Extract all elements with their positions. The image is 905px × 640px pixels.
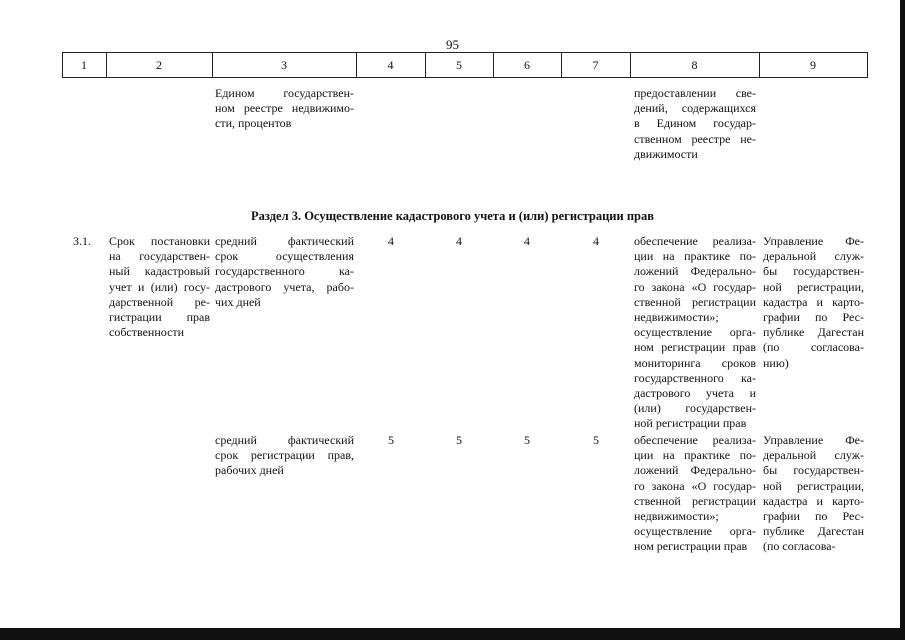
row1-value-col7: 4: [593, 234, 599, 248]
text-line: дарственной ре-: [109, 294, 210, 309]
text-line: ственном реестре не-: [634, 131, 756, 146]
section-title: Раздел 3. Осуществление кадастрового учета и (или) регистрации прав: [251, 209, 654, 223]
text-line: чих дней: [215, 294, 261, 309]
text-line: кадастра и карто-: [763, 493, 864, 508]
text-line: мониторинга сроков: [634, 355, 756, 370]
text-line: (по согласова-: [763, 539, 836, 554]
text-line: бы государствен-: [763, 463, 864, 478]
text-line: в Едином государ-: [634, 116, 756, 131]
text-line: учет и (или) госу-: [109, 279, 210, 294]
text-line: деральной служ-: [763, 448, 864, 463]
row1-value-col4: 4: [388, 234, 394, 248]
row-number: 3.1.: [73, 234, 91, 248]
text-line: сти, процентов: [215, 116, 292, 131]
row1-responsible: [763, 234, 864, 371]
text-line: ственной регистрации: [634, 294, 756, 309]
text-line: графии по Рес-: [763, 310, 864, 325]
text-line: движимости: [634, 146, 698, 161]
text-line: дастрового учета, рабо-: [215, 279, 354, 294]
text-line: обеспечение реализа-: [634, 433, 756, 447]
text-line: го закона «О государ-: [634, 478, 756, 493]
text-line: собственности: [109, 325, 185, 340]
scan-edge-right: [900, 0, 905, 640]
text-line: ном регистрации прав: [634, 539, 748, 554]
text-line: срок регистрации прав,: [215, 448, 354, 463]
text-line: ной регистрации прав: [634, 416, 747, 431]
text-line: графии по Рес-: [763, 509, 864, 524]
continued-row-indicator-text: [215, 86, 354, 132]
scan-edge-bottom: [0, 628, 905, 640]
header-col-1: 1: [81, 58, 87, 72]
text-line: обеспечение реализа-: [634, 234, 756, 248]
text-line: го закона «О государ-: [634, 279, 756, 294]
row1-indicator-name: [109, 234, 210, 340]
text-line: нию): [763, 355, 789, 370]
header-top-rule: [62, 52, 868, 53]
row1-value-col6: 4: [524, 234, 530, 248]
row1-measure-description: [215, 234, 354, 310]
text-line: Управление Фе-: [763, 433, 864, 447]
text-line: государственного ка-: [634, 370, 756, 385]
continued-row-measures-text: [634, 86, 756, 162]
row2-value-col4: 5: [388, 433, 394, 447]
text-line: Едином государствен-: [215, 86, 354, 100]
text-line: предоставлении све-: [634, 86, 756, 100]
text-line: ной регистрации,: [763, 478, 864, 493]
text-line: осуществление орга-: [634, 325, 756, 340]
text-line: ном регистрации прав: [634, 340, 756, 355]
header-col-3: 3: [281, 58, 287, 72]
text-line: Срок постановки: [109, 234, 210, 248]
header-divider: [867, 52, 868, 78]
text-line: государственного ка-: [215, 264, 354, 279]
text-line: (по согласова-: [763, 340, 864, 355]
text-line: гистрации прав: [109, 310, 210, 325]
text-line: ном реестре недвижимо-: [215, 101, 354, 116]
row2-value-col6: 5: [524, 433, 530, 447]
text-line: ции на практике по-: [634, 448, 756, 463]
text-line: дастрового учета и: [634, 386, 756, 401]
text-line: срок осуществления: [215, 249, 354, 264]
text-line: ложений Федерально-: [634, 463, 756, 478]
text-line: ной регистрации,: [763, 279, 864, 294]
row2-measure-description: [215, 433, 354, 479]
text-line: кадастра и карто-: [763, 294, 864, 309]
row2-value-col7: 5: [593, 433, 599, 447]
row1-actions: [634, 234, 756, 432]
row2-actions: [634, 433, 756, 555]
page-number: 95: [446, 37, 459, 52]
text-line: средний фактический: [215, 433, 354, 447]
header-col-2: 2: [156, 58, 162, 72]
text-line: недвижимости»;: [634, 310, 719, 325]
text-line: дений, содержащихся: [634, 101, 756, 116]
table-header-row: [62, 52, 868, 78]
text-line: недвижимости»;: [634, 509, 719, 524]
text-line: ный кадастровый: [109, 264, 210, 279]
row2-responsible: [763, 433, 864, 555]
text-line: бы государствен-: [763, 264, 864, 279]
header-col-5: 5: [456, 58, 462, 72]
text-line: осуществление орга-: [634, 524, 756, 539]
text-line: публике Дагестан: [763, 325, 864, 340]
text-line: ственной регистрации: [634, 493, 756, 508]
text-line: ции на практике по-: [634, 249, 756, 264]
header-col-9: 9: [810, 58, 816, 72]
text-line: ложений Федерально-: [634, 264, 756, 279]
header-col-8: 8: [691, 58, 698, 72]
text-line: деральной служ-: [763, 249, 864, 264]
header-col-6: 6: [524, 58, 530, 72]
text-line: публике Дагестан: [763, 524, 864, 539]
text-line: средний фактический: [215, 234, 354, 248]
text-line: рабочих дней: [215, 463, 284, 478]
text-line: (или) государствен-: [634, 401, 756, 416]
row2-value-col5: 5: [456, 433, 462, 447]
text-line: Управление Фе-: [763, 234, 864, 248]
row1-value-col5: 4: [456, 234, 462, 248]
text-line: на государствен-: [109, 249, 210, 264]
header-bottom-rule: [62, 77, 868, 78]
header-col-4: 4: [387, 58, 394, 72]
header-col-7: 7: [592, 58, 599, 72]
